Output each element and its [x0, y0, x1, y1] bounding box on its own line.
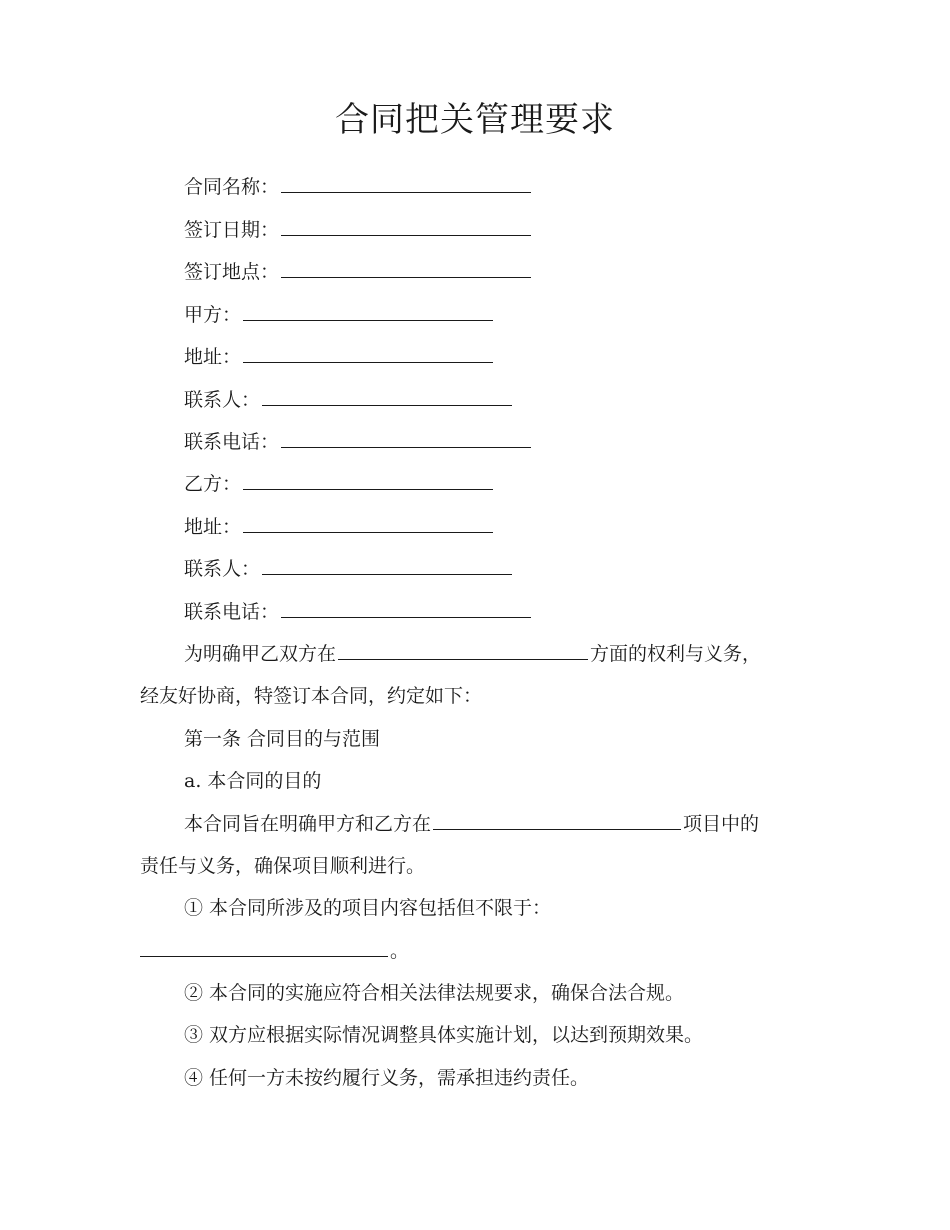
field-label: 地址：: [184, 516, 242, 538]
list-item-3: ③ 双方应根据实际情况调整具体实施计划，以达到预期效果。: [184, 1024, 704, 1046]
fill-blank: [262, 387, 512, 406]
sub-heading: a. 本合同的目的: [184, 770, 322, 792]
field-label: 签订地点：: [184, 261, 280, 283]
field-party-b-contact: [184, 554, 514, 584]
document-title: 合同把关管理要求: [335, 100, 615, 140]
fill-blank: [433, 811, 681, 830]
purpose-text: 项目中的: [683, 813, 760, 835]
fill-blank: [281, 217, 531, 236]
list-item-2: ② 本合同的实施应符合相关法律法规要求，确保合法合规。: [184, 982, 685, 1004]
field-party-b-phone: [184, 597, 533, 627]
field-party-a-contact: [184, 385, 514, 415]
field-party-b-address: [184, 512, 495, 542]
fill-blank: [243, 302, 493, 321]
fill-blank: [281, 259, 531, 278]
field-label: 联系人：: [184, 389, 261, 411]
intro-paragraph-line-1: [184, 639, 761, 669]
intro-text: 为明确甲乙双方在: [184, 643, 337, 665]
period-mark: 。: [390, 940, 410, 962]
field-label: 联系电话：: [184, 431, 280, 453]
fill-blank: [140, 938, 388, 957]
field-label: 甲方：: [184, 304, 242, 326]
field-party-a-address: [184, 342, 495, 372]
fill-blank: [243, 514, 493, 533]
field-contract-name: [184, 172, 533, 202]
field-party-a: [184, 300, 495, 330]
list-item-1-continuation: [140, 936, 409, 966]
field-sign-place: [184, 257, 533, 287]
field-party-b: [184, 469, 495, 499]
fill-blank: [262, 556, 512, 575]
article-heading: 第一条 合同目的与范围: [184, 728, 381, 750]
purpose-line-1: [184, 809, 759, 839]
field-label: 合同名称：: [184, 176, 280, 198]
fill-blank: [281, 599, 531, 618]
purpose-line-2: 责任与义务，确保项目顺利进行。: [140, 855, 426, 877]
fill-blank: [281, 174, 531, 193]
field-label: 联系电话：: [184, 601, 280, 623]
list-item-4: ④ 任何一方未按约履行义务，需承担违约责任。: [184, 1067, 590, 1089]
list-item-1: ① 本合同所涉及的项目内容包括但不限于：: [184, 897, 552, 919]
fill-blank: [338, 641, 588, 660]
field-sign-date: [184, 215, 533, 245]
fill-blank: [243, 344, 493, 363]
field-label: 地址：: [184, 346, 242, 368]
intro-paragraph-line-2: 经友好协商，特签订本合同，约定如下：: [140, 685, 483, 707]
field-label: 联系人：: [184, 558, 261, 580]
purpose-text: 本合同旨在明确甲方和乙方在: [184, 813, 432, 835]
fill-blank: [243, 471, 493, 490]
field-label: 签订日期：: [184, 219, 280, 241]
field-label: 乙方：: [184, 473, 242, 495]
field-party-a-phone: [184, 427, 533, 457]
intro-text: 方面的权利与义务，: [590, 643, 762, 665]
fill-blank: [281, 429, 531, 448]
